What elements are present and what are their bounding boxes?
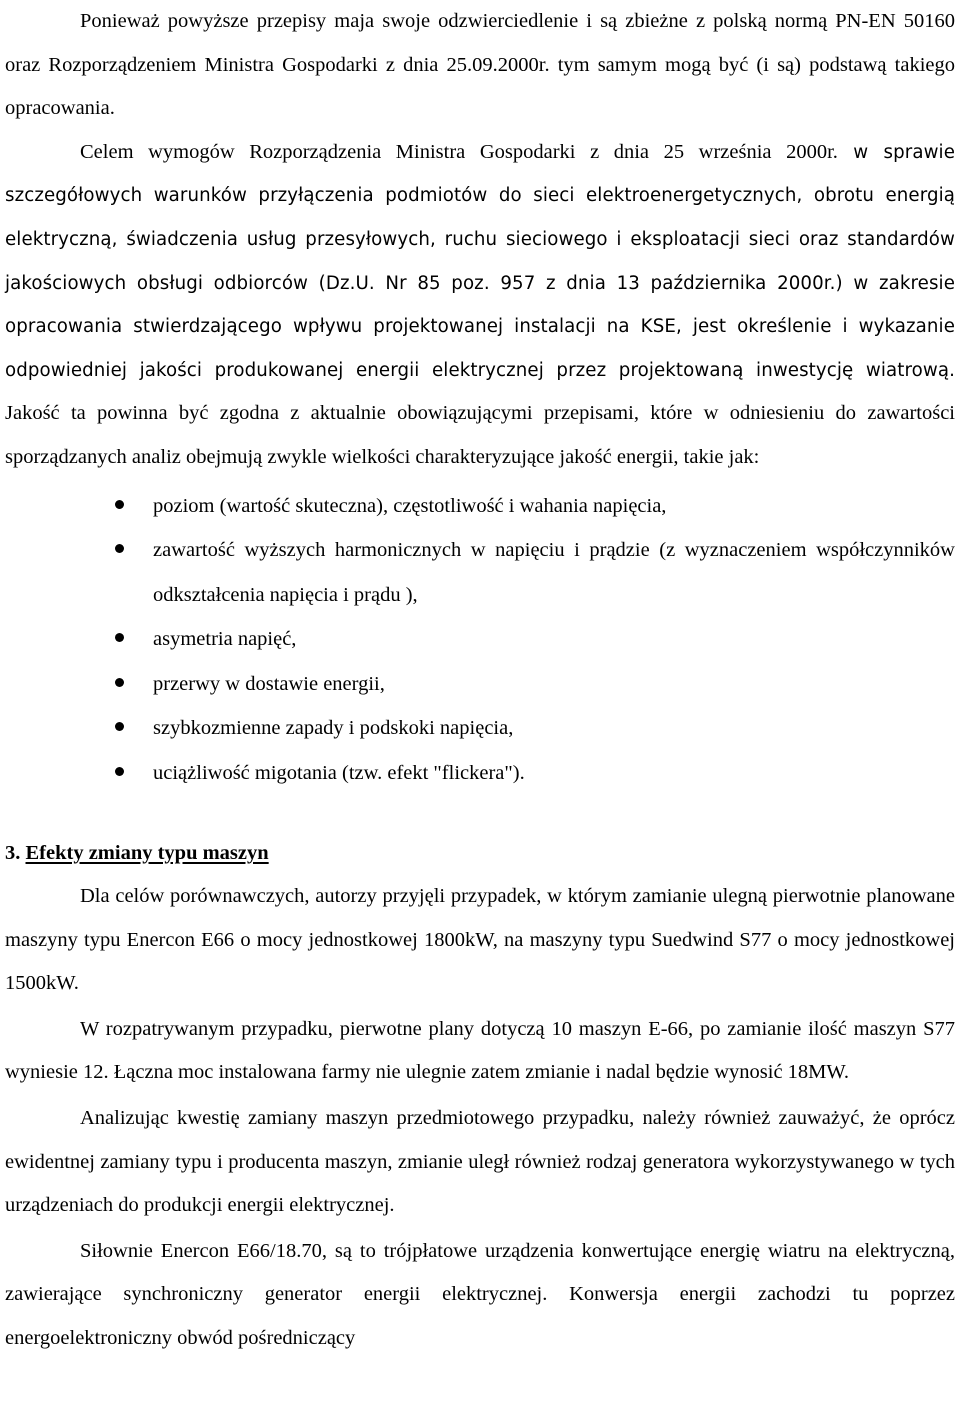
bullet-icon xyxy=(115,633,124,642)
list-item-text: poziom (wartość skuteczna), częstotliwość i wahania napięcia, xyxy=(153,494,667,517)
list-item-text: zawartość wyższych harmonicznych w napięciu i prądzie (z wyznaczeniem współczynników odkształcenia napięcia i prądu ), xyxy=(153,539,955,606)
document-page xyxy=(5,0,955,1361)
intro-paragraph-2 xyxy=(5,131,955,480)
list-item xyxy=(5,617,955,662)
intro-paragraph-2-end: Jakość ta powinna być zgodna z aktualnie obowiązującymi przepisami, które w odniesieniu do zawartości sporządzanych analiz obejmują zwykle wielkości charakteryzujące jakość energii, takie jak: xyxy=(5,402,955,468)
bullet-icon xyxy=(115,678,124,687)
section-heading xyxy=(5,832,955,875)
section-paragraph-3: Analizując kwestię zamiany maszyn przedmiotowego przypadku, należy również zauważyć, że oprócz ewidentnej zamiany typu i producenta maszyn, zmianie uległ również rodzaj generatora wykorzystywanego w tych urządzeniach do produkcji energii elektrycznej. xyxy=(5,1107,955,1217)
section-paragraph-4: Siłownie Enercon E66/18.70, są to trójpłatowe urządzenia konwertujące energię wiatru na elektryczną, zawierające synchroniczny generator energii elektrycznej. Konwersja energii zachodzi tu poprzez energoelektroniczny obwód pośredniczący xyxy=(5,1239,955,1349)
intro-paragraph-2-regulation: w sprawie szczegółowych warunków przyłączenia podmiotów do sieci elektroenergetycznych, obrotu energią elektryczną, świadczenia usług przesyłowych, ruchu sieciowego i eksploatacji sieci oraz standardów jakościowych obsługi odbiorców (Dz.U. Nr 85 poz. 957 z dnia 13 października 2000r.) w zakresie opracowania stwierdzającego wpływu projektowanej instalacji na KSE, jest określenie i wykazanie odpowiedniej jakości produkowanej energii elektrycznej przez projektowaną inwestycję wiatrową. xyxy=(5,141,955,381)
bullet-icon xyxy=(115,544,124,553)
list-item xyxy=(5,751,955,796)
list-item xyxy=(5,662,955,707)
intro-paragraph-1: Ponieważ powyższe przepisy maja swoje odzwierciedlenie i są zbieżne z polską normą PN-EN 50160 oraz Rozporządzeniem Ministra Gospodarki z dnia 25.09.2000r. tym samym mogą być (i są) podstawą takiego opracowania. xyxy=(5,10,955,120)
section-paragraph-2: W rozpatrywanym przypadku, pierwotne plany dotyczą 10 maszyn E-66, po zamianie ilość maszyn S77 wyniesie 12. Łączna moc instalowana farmy nie ulegnie zatem zmianie i nadal będzie wynosić 18MW. xyxy=(5,1017,955,1084)
section-paragraph-1: Dla celów porównawczych, autorzy przyjęli przypadek, w którym zamianie ulegną pierwotnie planowane maszyny typu Enercon E66 o mocy jednostkowej 1800kW, na maszyny typu Suedwind S77 o mocy jednostkowej 1500kW. xyxy=(5,885,955,995)
section-title: Efekty zmiany typu maszyn xyxy=(25,842,269,865)
intro-paragraph-2-lead: Celem wymogów Rozporządzenia Ministra Gospodarki z dnia 25 września 2000r. xyxy=(80,140,838,163)
list-item-text: szybkozmienne zapady i podskoki napięcia, xyxy=(153,717,514,740)
quality-parameters-list xyxy=(5,484,955,796)
list-item xyxy=(5,706,955,751)
list-item-text: asymetria napięć, xyxy=(153,628,297,651)
bullet-icon xyxy=(115,500,124,509)
list-item xyxy=(5,484,955,529)
bullet-icon xyxy=(115,767,124,776)
list-item-text: przerwy w dostawie energii, xyxy=(153,672,385,695)
list-item xyxy=(5,528,955,617)
bullet-icon xyxy=(115,722,124,731)
section-number: 3. xyxy=(5,842,26,865)
list-item-text: uciążliwość migotania (tzw. efekt "flickera"). xyxy=(153,761,525,784)
